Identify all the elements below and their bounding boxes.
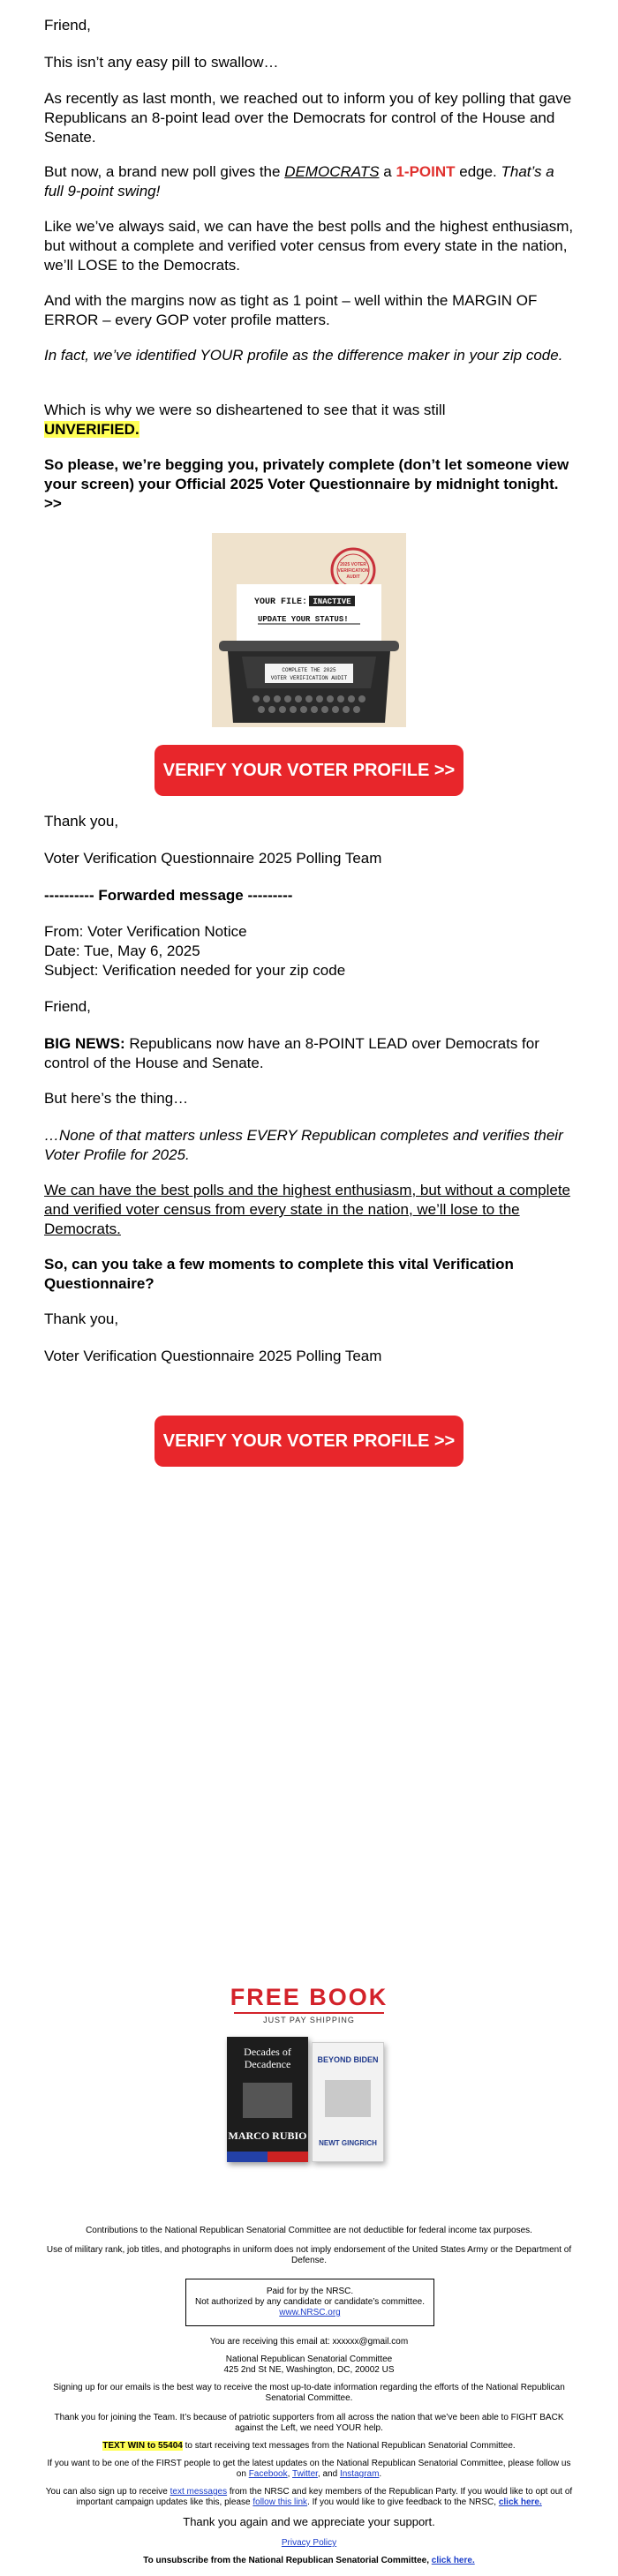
svg-text:2025 VOTER: 2025 VOTER bbox=[340, 562, 366, 567]
footer-signing: Signing up for our emails is the best way to receive the most up-to-date information regarding the efforts of the National Republican Senatorial Committee. bbox=[53, 2383, 565, 2403]
paid-for-box bbox=[185, 2279, 434, 2326]
verify-profile-button-2[interactable]: VERIFY YOUR VOTER PROFILE >> bbox=[154, 1416, 464, 1467]
footer-appreciate: Thank you again and we appreciate your support. bbox=[183, 2515, 435, 2528]
paragraph-new-poll: But now, a brand new poll gives the DEMOCRATS a 1-POINT edge. That’s a full 9-point swing! bbox=[44, 163, 554, 199]
footer-military: Use of military rank, job titles, and photographs in uniform does not imply endorsement of the United States Army or the Department of Defense. bbox=[46, 2245, 572, 2265]
facebook-link[interactable]: Facebook bbox=[248, 2469, 288, 2479]
paragraph-but: But here’s the thing… bbox=[44, 1090, 189, 1107]
file-status: INACTIVE bbox=[313, 597, 351, 606]
instagram-link[interactable]: Instagram bbox=[339, 2469, 380, 2479]
thanks-1: Thank you, bbox=[44, 813, 119, 830]
paragraph-none-matters: …None of that matters unless EVERY Republican completes and verifies their Voter Profile for 2025. bbox=[44, 1127, 563, 1163]
footer-joining: Thank you for joining the Team. It’s because of patriotic supporters from all across the nation that we’ve been able to FIGHT BACK against the Left, we need YOUR help. bbox=[54, 2413, 564, 2433]
svg-text:VERIFICATION: VERIFICATION bbox=[337, 568, 369, 574]
thanks-2: Thank you, bbox=[44, 1311, 119, 1327]
greeting: Friend, bbox=[44, 17, 91, 34]
democrats-text: DEMOCRATS bbox=[284, 163, 380, 180]
paid-by: Paid for by the NRSC. bbox=[266, 2287, 354, 2296]
opt-out-link[interactable]: follow this link bbox=[252, 2497, 308, 2507]
twitter-link[interactable]: Twitter bbox=[292, 2469, 318, 2479]
one-point-text: 1-POINT bbox=[396, 163, 456, 180]
footer-address: 425 2nd St NE, Washington, DC, 20002 US bbox=[223, 2365, 395, 2375]
footer-privacy bbox=[44, 2538, 574, 2549]
date-line: Date: Tue, May 6, 2025 bbox=[44, 943, 200, 959]
paragraph-margins: And with the margins now as tight as 1 point – well within the MARGIN OF ERROR – every GOP voter profile matters. bbox=[44, 292, 538, 328]
swing-text: That’s a full 9-point swing! bbox=[44, 163, 554, 199]
book-beyond-biden: BEYOND BIDEN NEWT GINGRICH bbox=[312, 2042, 384, 2162]
free-book-title: FREE BOOK bbox=[230, 1984, 388, 2010]
file-label: YOUR FILE: bbox=[254, 597, 308, 607]
subject-line: Subject: Verification needed for your zip code bbox=[44, 962, 346, 979]
book-images[interactable] bbox=[216, 2030, 402, 2180]
unverified-highlight: UNVERIFIED. bbox=[44, 421, 139, 438]
signature-1: Voter Verification Questionnaire 2025 Polling Team bbox=[44, 850, 382, 867]
paragraph-big-news: BIG NEWS: Republicans now have an 8-POINT LEAD over Democrats for control of the House and Senate. bbox=[44, 1035, 539, 1071]
svg-text:VOTER VERIFICATION AUDIT: VOTER VERIFICATION AUDIT bbox=[270, 675, 348, 681]
footer-deductible: Contributions to the National Republican Senatorial Committee are not deductible for federal income tax purposes. bbox=[86, 2226, 532, 2235]
text-messages-link[interactable]: text messages bbox=[170, 2487, 228, 2497]
paragraph-underlined: We can have the best polls and the highest enthusiasm, but without a complete and verified voter census from every state in the nation, we’ll lose to the Democrats. bbox=[44, 1182, 570, 1237]
paragraph-begging: So please, we’re begging you, privately complete (don’t let someone view your screen) your Official 2025 Voter Questionnaire by midnight tonight. >> bbox=[44, 456, 569, 512]
paragraph-unverified: Which is why we were so disheartened to see that it was still UNVERIFIED. bbox=[44, 402, 446, 438]
not-authorized: Not authorized by any candidate or candidate’s committee. bbox=[195, 2297, 425, 2307]
big-news-label: BIG NEWS: bbox=[44, 1035, 125, 1052]
paragraph-best-polls: Like we’ve always said, we can have the best polls and the highest enthusiasm, but without a complete and verified voter census from every state in the nation, we’ll LOSE to the Democrats. bbox=[44, 218, 574, 274]
footer-unsubscribe: To unsubscribe from the National Republican Senatorial Committee, click here. bbox=[143, 2556, 475, 2565]
paragraph-pill: This isn’t any easy pill to swallow… bbox=[44, 54, 279, 71]
forwarded-header: ---------- Forwarded message --------- bbox=[44, 887, 293, 904]
paragraph-ask: So, can you take a few moments to complete this vital Verification Questionnaire? bbox=[44, 1256, 514, 1292]
footer-follow: If you want to be one of the FIRST people to get the latest updates on the National Republican Senatorial Committee, please follow us on Facebook, Twitter, and Instagram. bbox=[47, 2459, 571, 2479]
paper-sheet bbox=[237, 584, 381, 644]
update-status: UPDATE YOUR STATUS! bbox=[258, 615, 349, 624]
free-book-subtitle: JUST PAY SHIPPING bbox=[234, 2012, 384, 2024]
greeting-2: Friend, bbox=[44, 998, 91, 1015]
footer-text-signup: You can also sign up to receive text messages from the NRSC and key members of the Republican Party. If you would like to opt out of important campaign updates like this, please follow this link. If you would like to give feedback to the NRSC, click here. bbox=[45, 2487, 573, 2507]
svg-text:COMPLETE THE 2025: COMPLETE THE 2025 bbox=[282, 667, 336, 673]
svg-text:AUDIT: AUDIT bbox=[346, 575, 360, 580]
typewriter-image[interactable] bbox=[212, 533, 406, 727]
paragraph-polling: As recently as last month, we reached out to inform you of key polling that gave Republicans an 8-point lead over the Democrats for control of the House and Senate. bbox=[44, 90, 572, 146]
footer-org: National Republican Senatorial Committee bbox=[225, 2354, 393, 2364]
from-line: From: Voter Verification Notice bbox=[44, 923, 247, 940]
nrsc-site-link[interactable]: www.NRSC.org bbox=[279, 2308, 341, 2317]
privacy-policy-link[interactable]: Privacy Policy bbox=[281, 2538, 337, 2548]
book-decades-of-decadence: Decades of Decadence MARCO RUBIO bbox=[227, 2037, 308, 2162]
signature-2: Voter Verification Questionnaire 2025 Polling Team bbox=[44, 1348, 382, 1364]
unsubscribe-link[interactable]: click here. bbox=[431, 2556, 475, 2565]
footer-receiving: You are receiving this email at: xxxxxx@gmail.com bbox=[209, 2337, 409, 2347]
text-win-highlight: TEXT WIN to 55404 bbox=[102, 2441, 183, 2451]
footer-text-win: TEXT WIN to 55404 to start receiving text messages from the National Republican Senatorial Committee. bbox=[102, 2441, 516, 2451]
verify-profile-button[interactable]: VERIFY YOUR VOTER PROFILE >> bbox=[154, 745, 464, 796]
paragraph-profile: In fact, we’ve identified YOUR profile as the difference maker in your zip code. bbox=[44, 347, 563, 364]
free-book-promo[interactable] bbox=[177, 1984, 441, 2024]
feedback-link[interactable]: click here. bbox=[498, 2497, 542, 2507]
